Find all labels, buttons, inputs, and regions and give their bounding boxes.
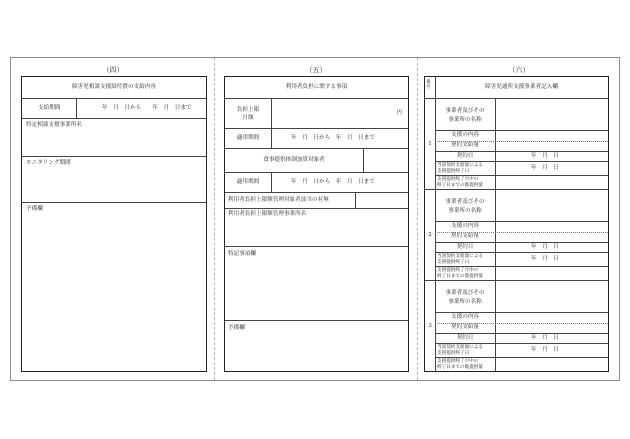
- panel6-end-label-1: 当該契約支給量による: [437, 345, 483, 350]
- panel6-name-label-2: 事業所の名称: [448, 208, 482, 214]
- panel6-end-label-2: 支援提供終了日: [437, 351, 470, 356]
- panel6-row-number: 1: [428, 141, 432, 147]
- panel5-applicable-period-label: 適用期間: [236, 135, 260, 141]
- panel6-amount-label: 契約支給量: [451, 324, 479, 330]
- panel6-date-cell[interactable]: [435, 334, 608, 344]
- panel5-applicable-period-label-2: 適用期間: [236, 179, 260, 185]
- panel6-date-label: 契約日: [456, 244, 474, 250]
- panel6-content-label: 支援の内容: [451, 223, 479, 229]
- panel6-date-value: 年 月 日: [531, 335, 559, 341]
- panel5-period-row-2: [225, 173, 408, 193]
- panel6-used-label-1: 支援提供終了月中の: [437, 268, 479, 273]
- panel6-end-label-1: 当該契約支給量による: [437, 163, 483, 168]
- panel6-name-label-2: 事業所の名称: [448, 117, 482, 123]
- panel5-table: [224, 76, 409, 372]
- panel5-cap-mgmt-office-row[interactable]: [225, 209, 408, 247]
- fold-line-right: [417, 58, 418, 380]
- panel4-period-row: [22, 99, 206, 119]
- panel5-cap-mgmt-label: 利用者負担上限額管理対象者該当の有無: [228, 197, 329, 203]
- panel6-content-label: 支援の内容: [451, 132, 479, 138]
- panel6-used-cell[interactable]: [435, 267, 608, 281]
- panel6-date-label: 契約日: [456, 153, 474, 159]
- panel5-cap-row[interactable]: [225, 99, 408, 129]
- panel6-date-label: 契約日: [456, 335, 474, 341]
- panel5-cap-unit: 円: [396, 110, 402, 116]
- panel5-header: （五）: [305, 66, 327, 74]
- panel5-meal-label: 食事提供体制加算対象者: [263, 157, 325, 163]
- panel6-title-row: [425, 77, 608, 99]
- panel6-end-value: 年 月 日: [531, 347, 559, 353]
- panel5-period-row-1: [225, 129, 408, 149]
- panel6-used-cell[interactable]: [435, 176, 608, 190]
- panel5-period-value-1: 年 月 日から 年 月 日まで: [291, 135, 375, 141]
- panel6-end-value: 年 月 日: [531, 165, 559, 171]
- panel5-title: 利用者負担に関する事項: [285, 84, 348, 90]
- panel6-end-value: 年 月 日: [531, 256, 559, 262]
- panel5-reserve-row[interactable]: [225, 321, 408, 371]
- panel6-name-label-1: 事業者及びその: [445, 290, 485, 296]
- panel4-title-row: [22, 77, 206, 99]
- panel6-amount-label: 契約支給量: [451, 233, 479, 239]
- panel6-content-cell[interactable]: [435, 131, 608, 152]
- panel6-content-label: 支援の内容: [451, 314, 479, 320]
- panel6-content-dotted-line: [435, 232, 608, 233]
- panel6-content-cell[interactable]: [435, 222, 608, 243]
- panel6-content-cell[interactable]: [435, 313, 608, 334]
- panel6-date-value: 年 月 日: [531, 153, 559, 159]
- panel6-date-value: 年 月 日: [531, 244, 559, 250]
- panel4-monitoring-row[interactable]: [22, 157, 206, 203]
- panel4-period-value: 年 月 日から 年 月 日まで: [102, 105, 192, 111]
- panel5-meal-row: [225, 149, 408, 173]
- panel4-office-row[interactable]: [22, 119, 206, 157]
- panel5-period-value-2: 年 月 日から 年 月 日まで: [291, 179, 375, 185]
- panel6-name-label-1: 事業者及びその: [445, 108, 485, 114]
- panel6-date-cell[interactable]: [435, 152, 608, 162]
- panel6-name-label-1: 事業者及びその: [445, 199, 485, 205]
- panel6-name-cell[interactable]: [435, 190, 608, 222]
- panel6-end-cell[interactable]: [435, 344, 608, 358]
- panel6-table: [424, 76, 609, 372]
- panel4-reserve-label: 予備欄: [26, 206, 43, 212]
- panel6-end-cell[interactable]: [435, 253, 608, 267]
- fold-line-left: [214, 58, 215, 380]
- panel6-order-label: 番号: [426, 80, 431, 91]
- panel4-office-label: 特定相談支援事業所名: [26, 122, 82, 128]
- panel6-row-number: 3: [428, 323, 432, 329]
- panel6-used-label-1: 支援提供終了月中の: [437, 177, 479, 182]
- panel5-special-row[interactable]: [225, 247, 408, 321]
- panel6-used-label-2: 終了日までの既提供量: [437, 183, 483, 188]
- panel5-special-label: 特記事項欄: [228, 251, 256, 257]
- panel6-row-number: 2: [428, 232, 432, 238]
- panel6-name-label-2: 事業所の名称: [448, 299, 482, 305]
- panel6-used-cell[interactable]: [435, 358, 608, 372]
- panel6-name-cell[interactable]: [435, 99, 608, 131]
- panel5-cap-label-2: 月額: [242, 115, 254, 121]
- panel6-used-label-2: 終了日までの既提供量: [437, 274, 483, 279]
- panel6-end-label-1: 当該契約支給量による: [437, 254, 483, 259]
- panel5-cap-mgmt-office-label: 利用者負担上限額管理事業所名: [228, 211, 307, 217]
- panel6-date-cell[interactable]: [435, 243, 608, 253]
- panel6-content-dotted-line: [435, 141, 608, 142]
- panel6-title: 障害児通所支援事業者記入欄: [485, 84, 558, 90]
- panel6-end-cell[interactable]: [435, 162, 608, 176]
- form-sheet: [10, 57, 620, 381]
- panel4-reserve-row[interactable]: [22, 203, 206, 371]
- panel6-used-label-2: 終了日までの既提供量: [437, 365, 483, 370]
- panel6-end-label-2: 支援提供終了日: [437, 169, 470, 174]
- panel6-content-dotted-line: [435, 323, 608, 324]
- panel6-end-label-2: 支援提供終了日: [437, 260, 470, 265]
- panel6-amount-label: 契約支給量: [451, 142, 479, 148]
- panel4-period-label: 支給期間: [38, 105, 61, 111]
- panel4-header: （四）: [102, 66, 124, 74]
- panel4-monitoring-label: モニタリング期間: [26, 160, 71, 166]
- panel6-header: （六）: [508, 66, 530, 74]
- panel4-table: [21, 76, 207, 372]
- panel5-title-row: [225, 77, 408, 99]
- panel4-title: 障害児相談支援給付費の支給内容: [72, 84, 156, 90]
- panel5-reserve-label: 予備欄: [228, 325, 245, 331]
- panel6-name-cell[interactable]: [435, 281, 608, 313]
- panel5-cap-label-1: 負担上限: [236, 107, 260, 113]
- panel5-cap-mgmt-row: [225, 193, 408, 209]
- panel6-used-label-1: 支援提供終了月中の: [437, 359, 479, 364]
